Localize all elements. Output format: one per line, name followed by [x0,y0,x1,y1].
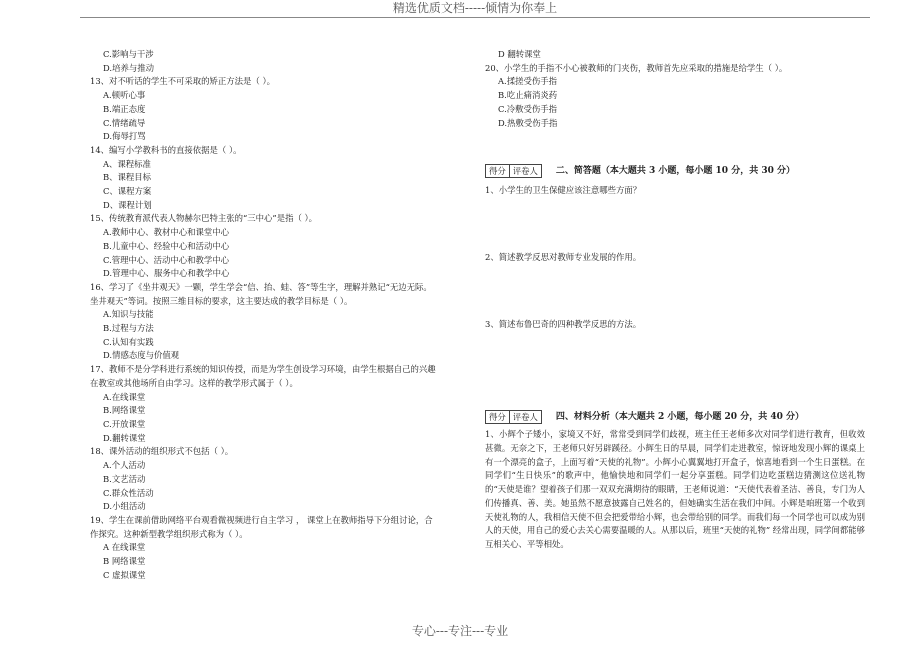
answer-option: D 翻转课堂 [498,49,541,59]
question-text: 15、传统教育派代表人物赫尔巴特主张的“三中心”是指（ ）。 [90,213,318,224]
section-4-title: 四、材料分析（本大题共 2 小题，每小题 20 分，共 40 分） [555,412,804,423]
answer-option: B 网络课堂 [103,556,146,567]
question-text: 作探究。这种新型教学组织形式称为（ ）。 [90,528,248,539]
material-paragraph: 1、小辉个子矮小，家境又不好，常常受到同学们歧视，班主任王老师多次对同学们进行教育，但收效甚微。无奈之下，王老师只好另辟蹊径。小辉生日的早晨，同学们走进教室，惊讶地发现小辉的课桌上有一个漂亮的盒子，上面写着“天使的礼物”。小辉小心翼翼地打开盒子，惊喜地看到一个生日蛋糕。在同学们“生日快乐”的歌声中，他愉快地和同学们一起分享蛋糕。同学们边吃蛋糕边猜测这位送礼物的“天使是谁？望着孩子们那一双双充满期待的眼睛，王老师说道：“天使代表着圣洁、善良，专门为人们传播真、善、美。她虽然不愿意披露自己姓名的，但她确实生活在我们中间。小辉是咱班第一个收到天使礼物的人，我相信天使不但会把爱带给小辉，也会带给别的同学。而我们每一个同学也可以成为别人的天使，用自己的爱心去关心需要温暖的人。从那以后，班里“天使的礼物” 经常出现，同学间都能够互相关心、平等相处。 [485,429,865,549]
answer-option: C.冷敷受伤手指 [498,103,558,114]
question-text: 16、学习了《坐井观天》一颗，学生学会“信、抬、蛙、答”等生字，理解并熟记“无边无际。 [90,281,432,292]
answer-option: D.管理中心、服务中心和教学中心 [103,268,230,279]
score-label: 得分 [486,165,510,177]
question-text: 坐井观天”等词。按照三维目标的要求，这主要达成的教学目标是（ ）。 [90,295,353,306]
answer-option: B.过程与方法 [103,323,154,334]
answer-option: C.群众性活动 [103,487,154,498]
page-footer [0,622,920,639]
answer-option: D.小组活动 [103,501,146,512]
section-2-header [485,164,865,178]
section-4-header [485,410,865,424]
right-column [485,48,865,552]
answer-option: A.在线课堂 [103,391,146,402]
question-text: 20、小学生的手指不小心被教师的门夹伤，教师首先应采取的措施是给学生（ ）。 [485,62,788,73]
right-question-list [485,48,865,130]
grader-label: 评卷人 [512,166,538,177]
answer-space [485,331,865,410]
grader-label: 评卷人 [512,412,538,423]
question-text: 13、对不听话的学生不可采取的矫正方法是（ ）。 [90,76,275,87]
page-footer-text: 专心---专注---专业 [411,624,509,638]
short-answer-question-3: 3、简述布鲁巴奇的四种教学反思的方法。 [485,318,642,329]
score-box [485,164,542,178]
left-question-list [90,48,470,582]
answer-option: C.情绪疏导 [103,117,146,128]
answer-option: A.揉搓受伤手指 [498,76,557,87]
question-text: 18、课外活动的组织形式不包括（ ）。 [90,446,234,457]
page-header-text: 精选优质文档-----倾情为你奉上 [392,1,558,15]
answer-option: B.儿童中心、经验中心和活动中心 [103,240,230,251]
answer-option: C.开放课堂 [103,418,146,429]
answer-option: C.影响与干涉 [103,49,154,59]
question-text: 14、编写小学教科书的直接依据是（ ）。 [90,144,242,155]
answer-option: B.网络课堂 [103,405,146,416]
answer-option: A.顿听心事 [103,90,146,101]
answer-option: A、课程标准 [103,158,151,169]
score-box [485,410,542,424]
spacer [485,130,865,164]
answer-option: C、课程方案 [103,186,152,197]
question-text: 19、学生在课前借助网络平台观看微视频进行自主学习 ， 课堂上在教师指导下分组讨论，合 [90,514,433,525]
answer-option: D.热敷受伤手指 [498,117,558,128]
question-text: 17、教师不是分学科进行系统的知识传授，而是为学生创设学习环境，由学生根据自己的兴趣 [90,364,436,375]
short-answer-question-2: 2、简述教学反思对教师专业发展的作用。 [485,251,642,262]
section-2-title: 二、简答题（本大题共 3 小题，每小题 10 分，共 30 分） [555,166,795,177]
answer-space [485,198,865,251]
answer-option: A.个人活动 [103,460,146,471]
score-label: 得分 [486,411,510,423]
answer-option: C.管理中心、活动中心和教学中心 [103,254,230,265]
answer-option: D、课程计划 [103,199,152,210]
answer-option: D.翻转课堂 [103,432,146,443]
question-text: 在教室或其他场所自由学习。这样的教学形式属于（ ）。 [90,377,298,388]
answer-option: D.培养与推动 [103,62,154,73]
answer-option: A.教师中心、教材中心和课堂中心 [103,227,229,238]
answer-option: A 在线课堂 [103,542,146,553]
answer-option: B.文艺活动 [103,473,146,484]
left-column [90,48,470,582]
answer-option: C.认知有实践 [103,336,154,347]
page-header [80,0,870,18]
answer-option: D.侮辱打骂 [103,131,146,142]
answer-option: C 虚拟课堂 [103,569,146,580]
answer-space [485,265,865,318]
answer-option: A.知识与技能 [103,309,154,320]
answer-option: B.吃止痛消炎药 [498,90,558,101]
answer-option: D.情感态度与价值观 [103,350,180,361]
answer-option: B.端正态度 [103,103,146,114]
short-answer-question-1: 1、小学生的卫生保健应该注意哪些方面？ [485,185,642,196]
answer-option: B、课程目标 [103,172,152,183]
